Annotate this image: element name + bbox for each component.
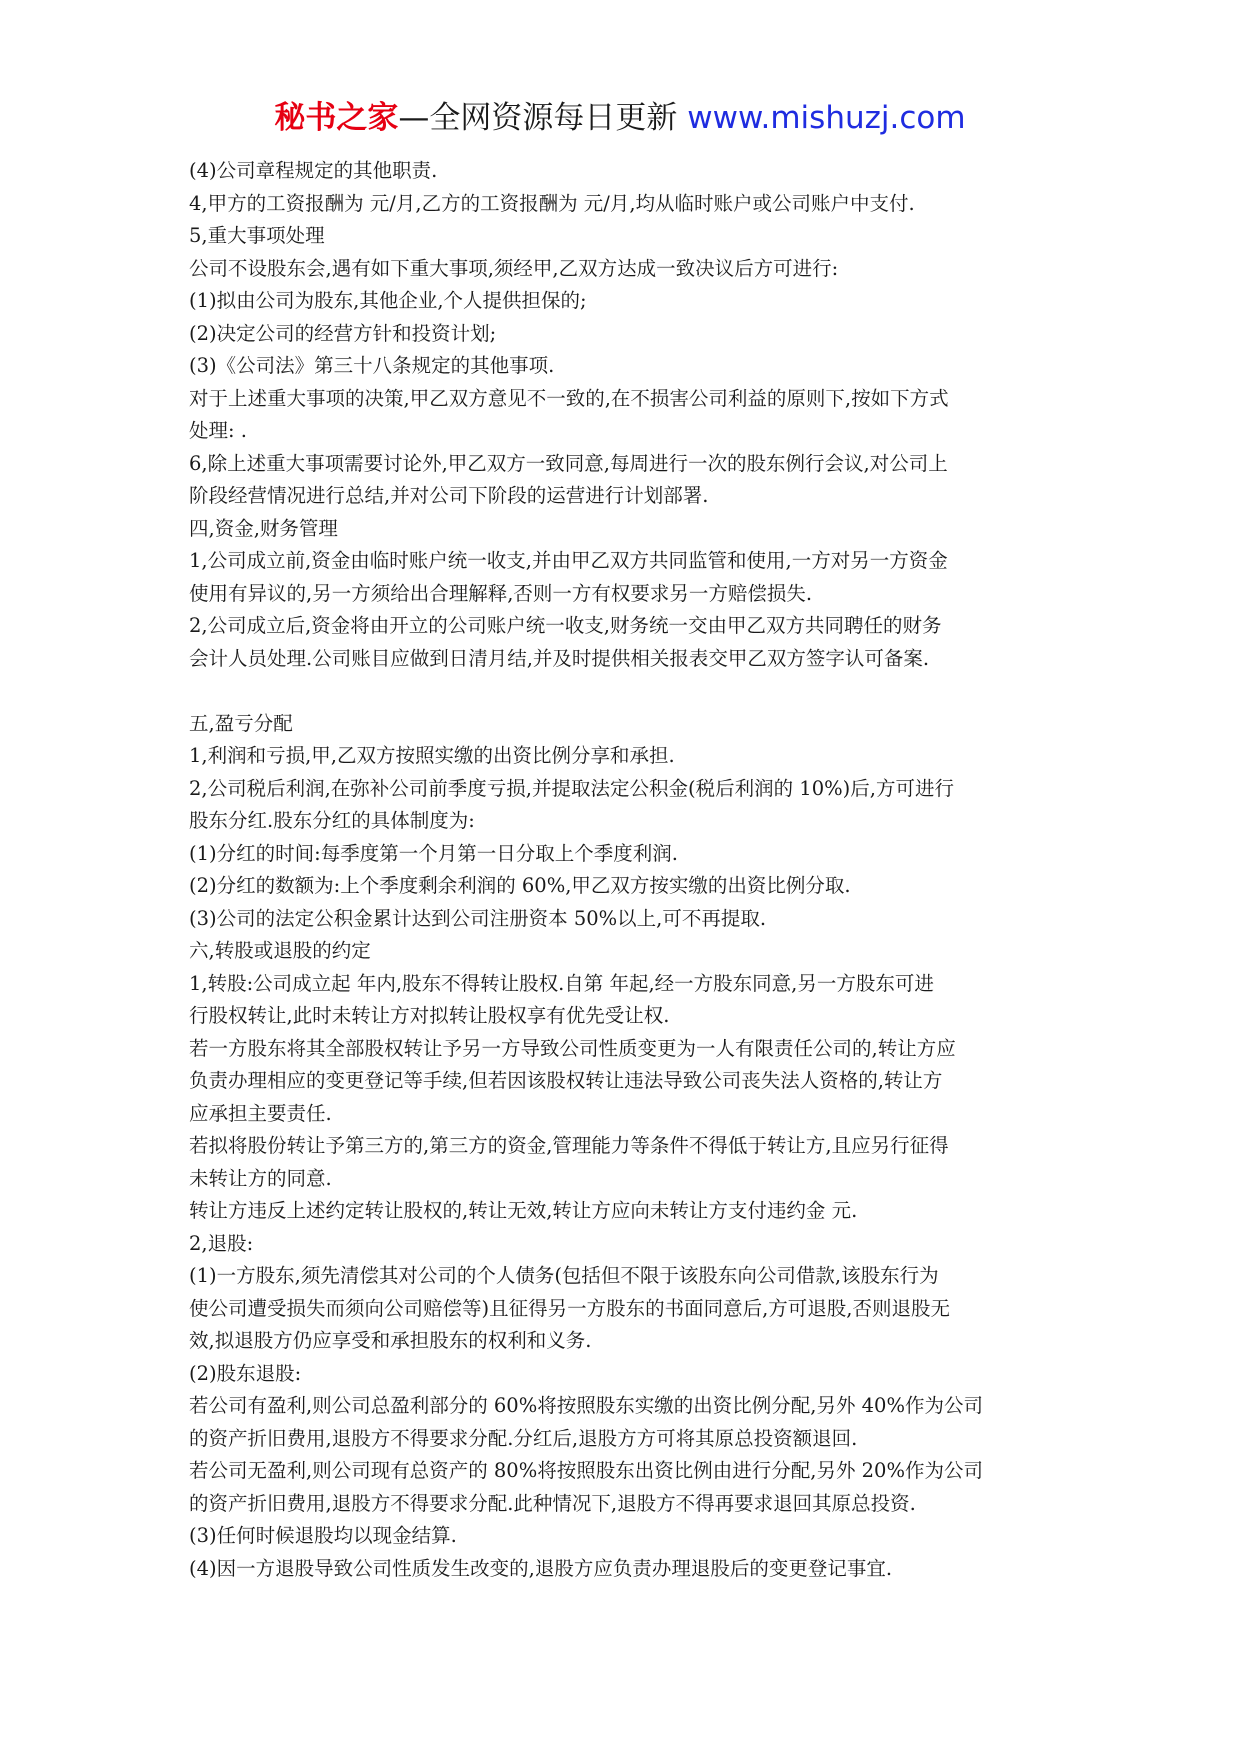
text-line: 转让方违反上述约定转让股权的,转让无效,转让方应向未转让方支付违约金 元. — [189, 1199, 858, 1222]
text-line: (1)一方股东,须先清偿其对公司的个人债务(包括但不限于该股东向公司借款,该股东行为 — [189, 1264, 939, 1287]
text-line: 5,重大事项处理 — [189, 224, 325, 247]
text-line: (2)决定公司的经营方针和投资计划; — [189, 321, 497, 345]
text-line: 若一方股东将其全部股权转让予另一方导致公司性质变更为一人有限责任公司的,转让方应 — [189, 1036, 956, 1060]
text-line: 1,转股:公司成立起 年内,股东不得转让股权.自第 年起,经一方股东同意,另一方股东可进 — [189, 971, 934, 995]
text-line: 未转让方的同意. — [189, 1166, 332, 1190]
text-line: 2,退股: — [189, 1231, 254, 1255]
text-line: 使公司遭受损失而须向公司赔偿等)且征得另一方股东的书面同意后,方可退股,否则退股无 — [189, 1296, 951, 1320]
text-line: (2)分红的数额为:上个季度剩余利润的 60%,甲乙双方按实缴的出资比例分取. — [189, 874, 851, 897]
text-line: (1)分红的时间:每季度第一个月第一日分取上个季度利润. — [189, 841, 678, 865]
text-line: (3)公司的法定公积金累计达到公司注册资本 50%以上,可不再提取. — [189, 906, 767, 930]
site-header — [0, 98, 1240, 138]
text-line: 2,公司税后利润,在弥补公司前季度亏损,并提取法定公积金(税后利润的 10%)后,方可进行 — [189, 776, 954, 800]
blank-line — [189, 675, 1069, 708]
text-line: 五,盈亏分配 — [189, 711, 293, 735]
text-line: 的资产折旧费用,退股方不得要求分配.分红后,退股方方可将其原总投资额退回. — [189, 1426, 858, 1450]
text-line: 行股权转让,此时未转让方对拟转让股权享有优先受让权. — [189, 1004, 670, 1027]
site-brand: 秘书之家 — [274, 100, 399, 136]
text-line: 1,利润和亏损,甲,乙双方按照实缴的出资比例分享和承担. — [189, 744, 675, 767]
text-line: 6,除上述重大事项需要讨论外,甲乙双方一致同意,每周进行一次的股东例行会议,对公司上 — [189, 451, 948, 475]
text-line: (1)拟由公司为股东,其他企业,个人提供担保的; — [189, 289, 587, 312]
text-line: 效,拟退股方仍应享受和承担股东的权利和义务. — [189, 1329, 592, 1352]
text-line: 公司不设股东会,遇有如下重大事项,须经甲,乙双方达成一致决议后方可进行: — [189, 256, 839, 280]
text-line: 负责办理相应的变更登记等手续,但若因该股权转让违法导致公司丧失法人资格的,转让方 — [189, 1069, 943, 1092]
text-line: 处理: . — [189, 419, 247, 442]
text-line: (3)任何时候退股均以现金结算. — [189, 1524, 457, 1547]
text-line: 会计人员处理.公司账目应做到日清月结,并及时提供相关报表交甲乙双方签字认可备案. — [189, 646, 930, 670]
text-line: 4,甲方的工资报酬为 元/月,乙方的工资报酬为 元/月,均从临时账户或公司账户中支付. — [189, 191, 915, 215]
text-line: 若拟将股份转让予第三方的,第三方的资金,管理能力等条件不得低于转让方,且应另行征得 — [189, 1134, 949, 1157]
text-line: 应承担主要责任. — [189, 1101, 332, 1125]
text-line: 阶段经营情况进行总结,并对公司下阶段的运营进行计划部署. — [189, 484, 709, 507]
text-line: 2,公司成立后,资金将由开立的公司账户统一收支,财务统一交由甲乙双方共同聘任的财务 — [189, 614, 942, 637]
text-line: 使用有异议的,另一方须给出合理解释,否则一方有权要求另一方赔偿损失. — [189, 581, 813, 605]
text-line: (4)因一方退股导致公司性质发生改变的,退股方应负责办理退股后的变更登记事宜. — [189, 1556, 893, 1580]
site-url[interactable]: www.mishuzj.com — [687, 100, 966, 136]
text-line: (4)公司章程规定的其他职责. — [189, 159, 438, 182]
text-line: (3)《公司法》第三十八条规定的其他事项. — [189, 354, 555, 377]
text-line: 四,资金,财务管理 — [189, 516, 338, 540]
text-line: (2)股东退股: — [189, 1361, 302, 1385]
text-line: 1,公司成立前,资金由临时账户统一收支,并由甲乙双方共同监管和使用,一方对另一方资金 — [189, 549, 948, 572]
text-line: 六,转股或退股的约定 — [189, 939, 371, 962]
text-line: 股东分红.股东分红的具体制度为: — [189, 809, 475, 832]
document-body — [189, 155, 1069, 1585]
text-line: 若公司有盈利,则公司总盈利部分的 60%将按照股东实缴的出资比例分配,另外 40%作为公司 — [189, 1394, 983, 1417]
text-line: 对于上述重大事项的决策,甲乙双方意见不一致的,在不损害公司利益的原则下,按如下方式 — [189, 386, 949, 410]
text-line: 若公司无盈利,则公司现有总资产的 80%将按照股东出资比例由进行分配,另外 20%作为公司 — [189, 1459, 983, 1482]
site-tagline: —全网资源每日更新 — [398, 100, 688, 136]
text-line: 的资产折旧费用,退股方不得要求分配.此种情况下,退股方不得再要求退回其原总投资. — [189, 1491, 916, 1515]
